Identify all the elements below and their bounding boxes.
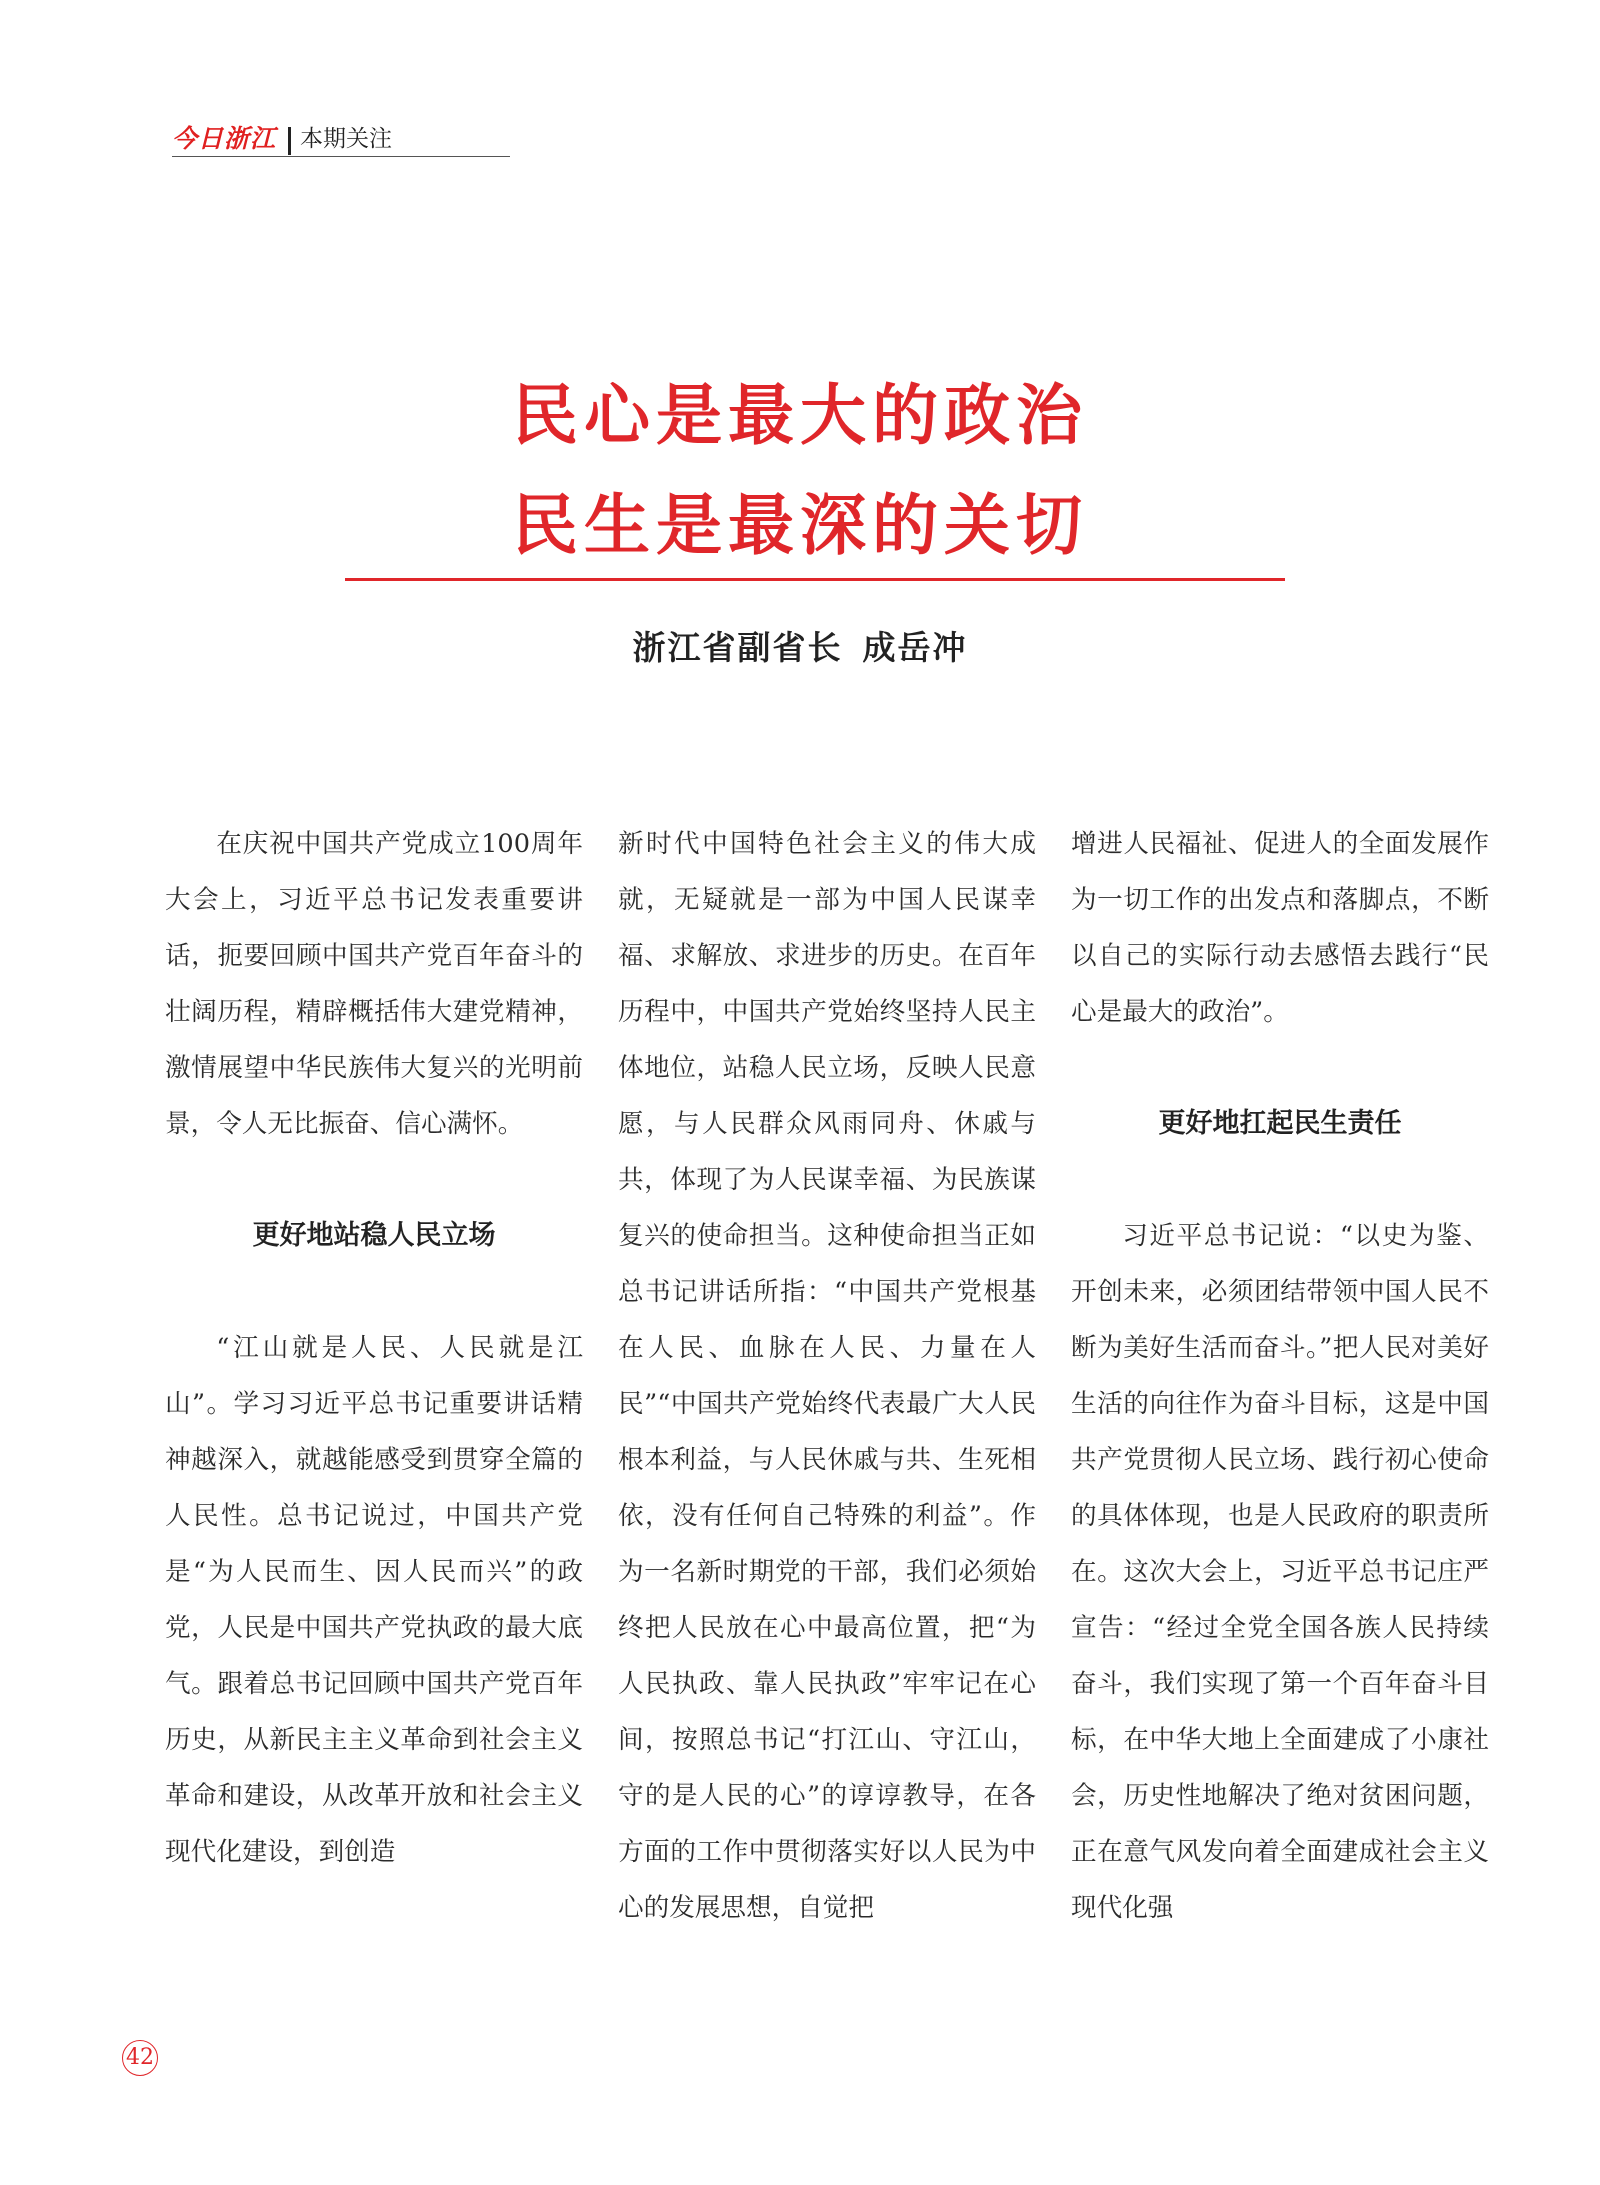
page-header [172,124,510,157]
section-label: 本期关注 [300,126,392,152]
column-3 [1071,816,1489,1936]
byline [0,622,1600,669]
paragraph-5: 习近平总书记说：“以史为鉴、开创未来，必须团结带领中国人民不断为美好生活而奋斗。”把人民对美好生活的向往作为奋斗目标，这是中国共产党贯彻人民立场、践行初心使命的具体体现，也是人民政府的职责所在。这次大会上，习近平总书记庄严宣告：“经过全党全国各族人民持续奋斗，我们实现了第一个百年奋斗目标，在中华大地上全面建成了小康社会，历史性地解决了绝对贫困问题，正在意气风发向着全面建成社会主义现代化强 [1071,1221,1489,1923]
column-2 [618,816,1036,1936]
section-heading-1: 更好地站稳人民立场 [252,1220,496,1251]
column-1 [165,816,583,1880]
page-number: 42 [122,2040,158,2076]
masthead-logo: 今日浙江 [172,124,277,153]
article-title-line-1: 民心是最大的政治 [512,377,1088,454]
title-rule [345,578,1285,581]
author-title: 浙江省副省长 [632,628,843,667]
header-divider [288,127,291,155]
section-heading-2: 更好地扛起民生责任 [1158,1108,1402,1139]
paragraph-3: 新时代中国特色社会主义的伟大成就，无疑就是一部为中国人民谋幸福、求解放、求进步的历史。在百年历程中，中国共产党始终坚持人民主体地位，站稳人民立场，反映人民意愿，与人民群众风雨同舟、休戚与共，体现了为人民谋幸福、为民族谋复兴的使命担当。这种使命担当正如总书记讲话所指：“中国共产党根基在人民、血脉在人民、力量在人民”“中国共产党始终代表最广大人民根本利益，与人民休戚与共、生死相依，没有任何自己特殊的利益”。作为一名新时期党的干部，我们必须始终把人民放在心中最高位置，把“为人民执政、靠人民执政”牢牢记在心间，按照总书记“打江山、守江山，守的是人民的心”的谆谆教导，在各方面的工作中贯彻落实好以人民为中心的发展思想，自觉把 [618,829,1036,1923]
paragraph-intro: 在庆祝中国共产党成立100周年大会上，习近平总书记发表重要讲话，扼要回顾中国共产党百年奋斗的壮阔历程，精辟概括伟大建党精神，激情展望中华民族伟大复兴的光明前景，令人无比振奋、信心满怀。 [165,829,583,1139]
article-title-line-2: 民生是最深的关切 [512,487,1088,564]
paragraph-4: 增进人民福祉、促进人的全面发展作为一切工作的出发点和落脚点，不断以自己的实际行动去感悟去践行“民心是最大的政治”。 [1071,829,1489,1027]
paragraph-2: “江山就是人民、人民就是江山”。学习习近平总书记重要讲话精神越深入，就越能感受到贯穿全篇的人民性。总书记说过，中国共产党是“为人民而生、因人民而兴”的政党，人民是中国共产党执政的最大底气。跟着总书记回顾中国共产党百年历史，从新民主主义革命到社会主义革命和建设，从改革开放和社会主义现代化建设，到创造 [165,1333,583,1867]
author-name: 成岳冲 [862,628,968,667]
